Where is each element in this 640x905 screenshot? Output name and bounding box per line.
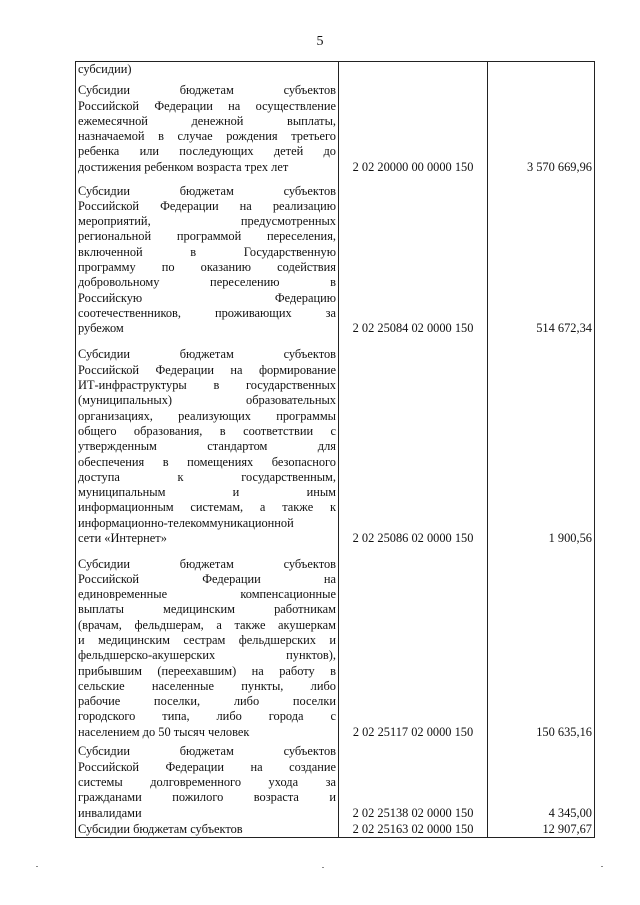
description-line: мероприятий, предусмотренных xyxy=(78,214,336,229)
table-row xyxy=(76,175,595,336)
description-line: Субсидии бюджетам субъектов xyxy=(78,821,243,836)
description-line: прибывшим (переехавшим) на работу в xyxy=(78,663,336,678)
description-line: Субсидии бюджетам субъектов xyxy=(78,183,336,198)
description-line: гражданами пожилого возраста и xyxy=(78,790,336,805)
description-line: ИТ-инфраструктуры в государственных xyxy=(78,378,336,393)
table-row xyxy=(76,740,595,821)
description-line: городского типа, либо города с xyxy=(78,709,336,724)
budget-classification-code: 2 02 25086 02 0000 150 xyxy=(339,336,488,546)
description-line: Субсидии бюджетам субъектов xyxy=(78,744,336,759)
description-line: фельдшерско-акушерских пунктов), xyxy=(78,648,336,663)
table-row xyxy=(76,62,595,79)
description-line: Российской Федерации на создание xyxy=(78,759,336,774)
budget-classification-code: 2 02 20000 00 0000 150 xyxy=(339,78,488,175)
description-line: Российской Федерации на xyxy=(78,571,336,586)
scan-artifact xyxy=(601,866,603,867)
description-line: единовременные компенсационные xyxy=(78,587,336,602)
description-line: рубежом xyxy=(78,321,124,336)
amount-value: 1 900,56 xyxy=(488,336,595,546)
description-line: организациях, реализующих программы xyxy=(78,408,336,423)
description-line: выплаты медицинским работникам xyxy=(78,602,336,617)
description-line: назначаемой в случае рождения третьего xyxy=(78,129,336,144)
description-line: Российскую Федерацию xyxy=(78,290,336,305)
description-line: (муниципальных) образовательных xyxy=(78,393,336,408)
table-row xyxy=(76,821,595,838)
revenue-description xyxy=(76,175,339,336)
description-line: системы долговременного ухода за xyxy=(78,774,336,789)
description-line: Российской Федерации на осуществление xyxy=(78,98,336,113)
revenue-description xyxy=(76,78,339,175)
description-line: Российской Федерации на формирование xyxy=(78,362,336,377)
revenue-description xyxy=(76,546,339,740)
revenue-description xyxy=(76,336,339,546)
description-line: сельские населенные пункты, либо xyxy=(78,678,336,693)
revenue-description xyxy=(76,62,339,79)
table-row xyxy=(76,78,595,175)
description-line: населением до 50 тысяч человек xyxy=(78,724,250,739)
description-line: утвержденным стандартом для xyxy=(78,439,336,454)
description-line: сети «Интернет» xyxy=(78,531,167,546)
amount-value: 12 907,67 xyxy=(488,821,595,838)
description-line: ежемесячной денежной выплаты, xyxy=(78,113,336,128)
description-line: субсидии) xyxy=(78,62,132,76)
description-line: ребенка или последующих детей до xyxy=(78,144,336,159)
description-line: достижения ребенком возраста трех лет xyxy=(78,159,289,174)
description-line: инвалидами xyxy=(78,805,142,820)
description-line: Субсидии бюджетам субъектов xyxy=(78,347,336,362)
description-line: Субсидии бюджетам субъектов xyxy=(78,83,336,98)
budget-classification-code xyxy=(339,62,488,79)
amount-value: 514 672,34 xyxy=(488,175,595,336)
description-line: информационным системам, а также к xyxy=(78,500,336,515)
description-line: программу по оказанию содействия xyxy=(78,259,336,274)
description-line: региональной программой переселения, xyxy=(78,229,336,244)
table-row xyxy=(76,336,595,546)
description-line: доступа к государственным, xyxy=(78,469,336,484)
amount-value: 150 635,16 xyxy=(488,546,595,740)
amount-value: 4 345,00 xyxy=(488,740,595,821)
description-line: Российской Федерации на реализацию xyxy=(78,198,336,213)
description-line: соотечественников, проживающих за xyxy=(78,305,336,320)
scan-artifact xyxy=(36,866,38,867)
description-line: информационно-телекоммуникационной xyxy=(78,515,294,530)
description-line: и медицинским сестрам фельдшерских и xyxy=(78,633,336,647)
revenue-description xyxy=(76,740,339,821)
table-row xyxy=(76,546,595,740)
table-body xyxy=(76,62,595,838)
description-line: общего образования, в соответствии с xyxy=(78,423,336,438)
description-line: обеспечения в помещениях безопасного xyxy=(78,454,336,469)
description-line: Субсидии бюджетам субъектов xyxy=(78,556,336,571)
revenue-description xyxy=(76,821,339,838)
description-line: (врачам, фельдшерам, а также акушеркам xyxy=(78,617,336,632)
amount-value: 3 570 669,96 xyxy=(488,78,595,175)
page-number: 5 xyxy=(316,34,324,49)
scan-artifact xyxy=(322,867,324,868)
description-line: включенной в Государственную xyxy=(78,244,336,259)
description-line: добровольному переселению в xyxy=(78,275,336,290)
amount-value xyxy=(488,62,595,79)
budget-classification-code: 2 02 25163 02 0000 150 xyxy=(339,821,488,838)
description-line: муниципальным и иным xyxy=(78,485,336,500)
budget-classification-code: 2 02 25117 02 0000 150 xyxy=(339,546,488,740)
budget-revenue-table xyxy=(75,61,595,838)
budget-classification-code: 2 02 25138 02 0000 150 xyxy=(339,740,488,821)
description-line: рабочие поселки, либо поселки xyxy=(78,694,336,709)
budget-classification-code: 2 02 25084 02 0000 150 xyxy=(339,175,488,336)
